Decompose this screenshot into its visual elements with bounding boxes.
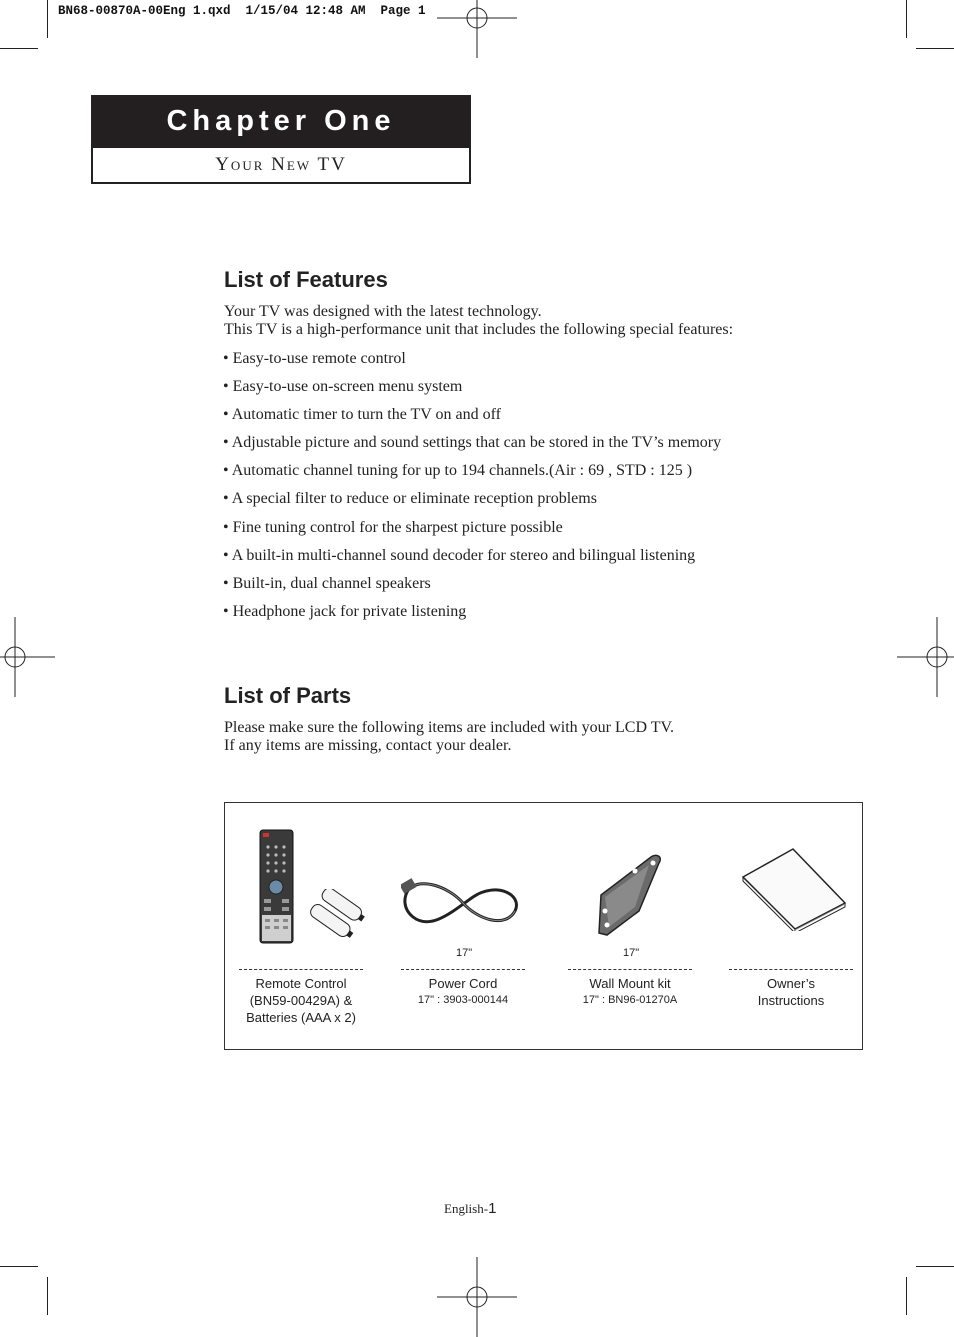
footer-language: English- [444,1201,489,1216]
feature-item: • Easy-to-use remote control [223,350,406,367]
feature-item: • Fine tuning control for the sharpest picture possible [223,518,563,536]
divider [568,969,692,970]
crop-mark [0,48,38,49]
divider [729,969,853,970]
part-name: Power Cord [428,976,498,991]
batteries-icon [299,889,369,945]
feature-item: • A built-in multi-channel sound decoder for stereo and bilingual listening [223,546,696,564]
wall-mount-kit-size: 17" [623,947,640,959]
chapter-subtitle: Your New TV [215,154,347,175]
page-footer [444,1200,496,1217]
power-cord-size: 17" [456,947,473,959]
part-owners-instructions [729,969,853,1009]
feature-item: • Automatic channel tuning for up to 194 channels.(Air : 69 , STD : 125 ) [223,462,693,480]
features-heading: List of Features [224,267,388,292]
feature-item: • Adjustable picture and sound settings that can be stored in the TV’s memory [223,434,722,452]
remote-control-icon [259,829,295,945]
part-name: Batteries (AAA x 2) [246,1010,356,1025]
registration-mark-icon [0,617,55,697]
crop-mark [47,1277,48,1315]
part-code: 17" : 3903-000144 [417,994,509,1006]
chapter-header [91,95,471,184]
registration-mark-icon [897,617,954,697]
part-remote-control [239,969,363,1026]
feature-item: • A special filter to reduce or eliminate reception problems [223,490,597,508]
part-wall-mount-kit [568,969,692,1008]
wall-mount-kit-icon [595,851,665,937]
parts-box [224,802,863,1050]
part-name: Wall Mount kit [589,976,671,991]
crop-mark [47,0,48,38]
feature-item: • Built-in, dual channel speakers [223,574,431,592]
divider [401,969,525,970]
parts-intro-line-1: Please make sure the following items are included with your LCD TV. [224,719,674,736]
part-name: Owner’s [767,976,815,991]
features-list [223,349,721,630]
feature-item: • Headphone jack for private listening [223,602,467,620]
parts-intro-line-2: If any items are missing, contact your dealer. [224,737,512,754]
crop-mark [906,1277,907,1315]
parts-heading: List of Parts [224,683,352,708]
part-name: Remote Control [255,976,347,991]
file-slug: BN68-00870A-00Eng 1.qxd 1/15/04 12:48 AM Page 1 [58,4,426,18]
crop-mark [916,48,954,49]
features-intro-line-2: This TV is a high-performance unit that includes the following special features: [224,321,734,338]
crop-mark [906,0,907,38]
feature-item: • Easy-to-use on-screen menu system [223,378,463,396]
divider [239,969,363,970]
registration-mark-icon [437,1257,517,1337]
feature-item: • Automatic timer to turn the TV on and off [223,406,502,424]
owners-instructions-icon [739,847,849,931]
part-name: Instructions [757,993,825,1008]
part-power-cord [401,969,525,1008]
page-number: 1 [488,1200,497,1217]
registration-mark-icon [437,0,517,58]
crop-mark [916,1266,954,1267]
crop-mark [0,1266,38,1267]
part-code: 17" : BN96-01270A [582,994,678,1006]
chapter-title: Chapter One [93,97,469,148]
features-intro-line-1: Your TV was designed with the latest technology. [224,303,542,320]
power-cord-icon [401,877,523,929]
part-name: (BN59-00429A) & [249,993,353,1008]
